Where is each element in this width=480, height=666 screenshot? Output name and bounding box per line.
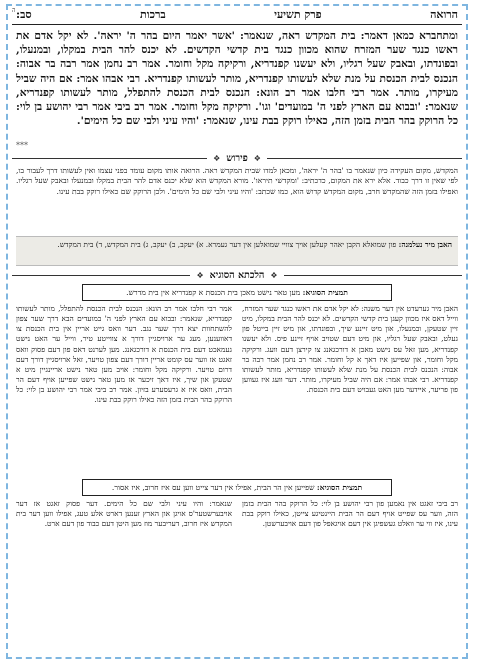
page-header [12, 8, 462, 22]
tractate-title: ברכות [140, 8, 166, 21]
folio-note: ה [12, 7, 16, 14]
translation-columns [12, 304, 462, 476]
summary-box-2 [82, 479, 392, 496]
translation-columns-2 [12, 499, 462, 561]
note-box [16, 236, 458, 266]
divider-line [267, 158, 462, 159]
folio-number: סב: [16, 8, 32, 21]
note-label: האבן מיר נעלמנה: [398, 240, 452, 249]
header-rule [12, 24, 462, 25]
separator-stars: *** [16, 141, 28, 150]
column-left: אמר רבי חלבו אמר רב הונא: הנכנס לבית הכנסת להתפלל, מותר לעשותו קפנדריא, שנאמר: ובבוא עם הארץ לפני ה' במועדים הבא דרך שער צפון להשתחוות יצא דרך שער נגב. דער וואס גייט אריין אין בית הכנסת צו דאווענען, מעג ער ארויסגיין דורך א צווייטע טיר, ווייל ער האט נישט געמאכט דעם בית הכנסת א דורכגאנג. מען לערנט דאס פון דעם פסוק וואס זאגט אז ווער עס קומט אריין דורך דעם צפון טויער, זאל ארויסגיין דורך דעם דרום טויער. ורקיקה מקל וחומר: אויב מען טאר נישט אריינגיין מיט א שטעקן און שיך, איז דאך זיכער אז מען טאר נישט שפייען אויף דעם הר הבית, וואס איז א גרעסערע בזיון. אמר רב ביבי אמר רבי יהושע בן לוי: כל הרוקק בהר הבית בזמן הזה כאילו רוקק בבת עינו. [16, 304, 232, 405]
summary-text: מען טאר נישט מאכן בית הכנסת א קפנדריא אין בית מדרש. [126, 288, 301, 297]
note-text: פון שמואלא הקבן יאהר קעלען אויך צוויי שמואלען אין דער געמרא. א) יעקב, ב) יעקב, ג) בית המקדש, ד) בית המקדש. [57, 240, 397, 249]
summary-label: תמצית הסוגיא: [302, 288, 348, 297]
ornament-icon: ❖ [213, 154, 221, 163]
ornament-icon: ❖ [270, 271, 278, 280]
peirush-text: המקדש, מקום העקידה כיון שנאמר בו 'בהר ה' יראה', ומכאן למדו שבית המקדש ראה. הרואה אותו מקום עומד בפני עצמו ואין לעשותו דרך לעבור בו, לפי שאין זו דרך כבוד. אלא ירא את המקום, כדכתיב: 'ומקדשי תיראו'. מורא המקדש הוא שלא יכנס אדם להר הבית במקלו ובמנעלו ובאבק שעל רגליו. ואפילו בזמן הזה שהמקדש חרב, מקום המקדש קדוש הוא, כמו שכתב: 'והיו עיני ולבי שם כל הימים'. ולכן הרוקק שם כאילו רוקק בבת עינו. [16, 166, 458, 196]
section-title: הלכתא הסוגיא [209, 270, 265, 281]
talmud-page [12, 8, 462, 653]
main-text: ומתחברא כמאן דאמר: בית המקדש ראה, שנאמר: 'אשר יאמר היום בהר ה' יראה'. לא יקל אדם את ראשו כנגד שער המזרח שהוא מכוון כנגד בית קדשי הקדשים. לא יכנס להר הבית במקלו, ובמנעלו, ובפונדתו, ובאבק שעל רגליו, ולא יעשנו קפנדריא, ורקיקה מקל וחומר. אמר רב נחמן אמר רבה בר אבוה: הנכנס לבית הכנסת על מנת שלא לעשותו קפנדריא, מותר לעשותו קפנדריא. רבי אבהו אמר: אם היה שביל מעיקרו, מותר. אמר רבי חלבו אמר רב הונא: הנכנס לבית הכנסת להתפלל, מותר לעשותו קפנדריא, שנאמר: 'ובבוא עם הארץ לפני ה' במועדים' וגו'. ורקיקה מקל וחומר. אמר רב ביבי אמר רבי יהושע בן לוי: כל הרוקק בהר הבית בזמן הזה, כאילו רוקק בבת עינו, שנאמר: 'והיו עיני ולבי שם כל הימים'. [16, 30, 458, 128]
chapter-name: הרואה [430, 8, 458, 21]
summary-text: שפייען אין הר הבית, אפילו אין דער צייט ווען עס איז חרוב, איז אסור. [111, 483, 315, 492]
column-right: האבן מיר גערעדט אין דער משנה: לא יקל אדם את ראשו כנגד שער המזרח, ווייל דאס איז מכוון קעגן בית קדשי הקדשים. לא יכנס להר הבית במקלו, מיט זיין שטעקן, ובמנעלו, און מיט זיינע שיך, ובפונדתו, און מיט זיין בייטל פון געלט, ובאבק שעל רגליו, און מיט דעם שטויב אויף זיינע פיס. ולא יעשנו קפנדריא, מען זאל עס נישט מאכן א דורכגאנג צו קירצן דעם וועג. ורקיקה מקל וחומר, און שפייען איז דאך א קל וחומר. אמר רב נחמן אמר רבה בר אבוה: הנכנס לבית הכנסת על מנת שלא לעשותו קפנדריא, מותר לעשותו קפנדריא. רבי אבהו אמר: אם היה שביל מעיקרו, מותר. דער וועג איז געווען פון פריער, איידער מען האט געבויט דעם בית הכנסת. [242, 304, 458, 395]
column-left: שנאמר: והיו עיני ולבי שם כל הימים. דער פסוק זאגט אז דער אויבערשטער'ס אויגן און הארץ זענען דארט אלע טעג, אפילו ווען דער בית המקדש איז חרוב, דעריבער מוז מען היטן דעם כבוד פון דעם ארט. [16, 499, 232, 529]
section-header [12, 270, 462, 281]
summary-box-1 [82, 284, 392, 301]
divider-line [284, 275, 462, 276]
peirush-title: פירוש [226, 153, 248, 164]
ornament-icon: ❖ [196, 271, 204, 280]
column-right: רב ביבי זאגט אין נאמען פון רבי יהושע בן לוי: כל הרוקק בהר הבית בזמן הזה, ווער עס שפייט אויף דעם הר הבית היינטיגע צייטן, כאילו רוקק בבת עינו, איז ווי ער וואלט געשפיגן אין דעם אויגאפל פון דעם אויבערשטן. [242, 499, 458, 529]
peirush-header [12, 153, 462, 164]
ornament-icon: ❖ [253, 154, 261, 163]
summary-label: תמצית הסוגיא: [316, 483, 363, 492]
chapter-number: פרק תשיעי [274, 8, 322, 21]
divider-line [12, 158, 207, 159]
divider-line [12, 275, 190, 276]
